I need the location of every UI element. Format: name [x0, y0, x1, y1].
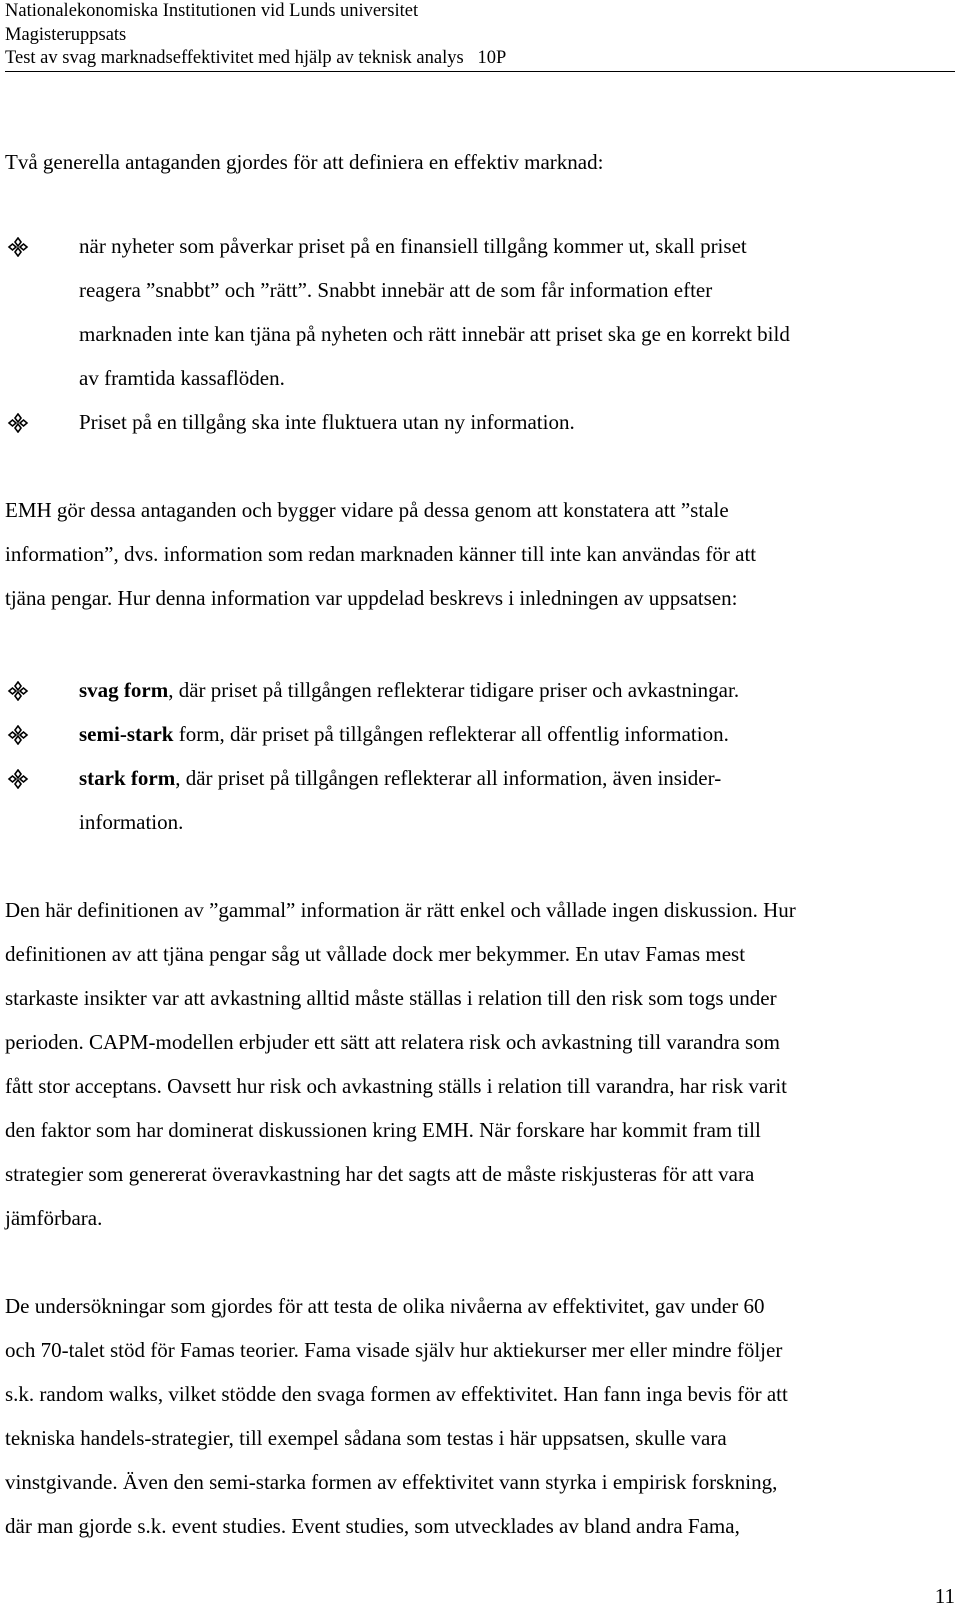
- form-line: [79, 712, 955, 756]
- header-title-line: Test av svag marknadseffektivitet med hjälp av teknisk analys 10P: [5, 48, 507, 68]
- form-line-continuation: information.: [79, 810, 184, 834]
- definition-line: den faktor som har dominerat diskussionen kring EMH. När forskare har kommit fram till: [5, 1118, 761, 1142]
- assumption-item: [5, 400, 955, 444]
- form-term: semi-stark: [79, 722, 174, 746]
- assumption-line: marknaden inte kan tjäna på nyheten och rätt innebär att priset ska ge en korrekt bild: [79, 322, 790, 346]
- studies-line: där man gjorde s.k. event studies. Event studies, som utvecklades av bland andra Fama,: [5, 1514, 740, 1538]
- assumption-line: reagera ”snabbt” och ”rätt”. Snabbt innebär att de som får information efter: [79, 278, 713, 302]
- form-description: , där priset på tillgången reflekterar all information, även insider-: [175, 766, 722, 790]
- definition-line: strategier som genererat överavkastning har det sagts att de måste riskjusteras för att vara: [5, 1162, 755, 1186]
- form-item-semi-strong: [5, 712, 955, 756]
- definition-line: starkaste insikter var att avkastning alltid måste ställas i relation till den risk som togs under: [5, 986, 777, 1010]
- definition-paragraph: [5, 888, 955, 1240]
- four-diamond-bullet-icon: [7, 725, 29, 745]
- page-number: 11: [934, 1584, 955, 1608]
- studies-line: s.k. random walks, vilket stödde den svaga formen av effektivitet. Han fann inga bevis för att: [5, 1382, 788, 1406]
- four-diamond-bullet-icon: [7, 237, 29, 257]
- four-diamond-bullet-icon: [7, 681, 29, 701]
- form-item-weak: [5, 668, 955, 712]
- emh-paragraph: [5, 488, 955, 620]
- studies-paragraph: [5, 1284, 955, 1548]
- header-doc-type: Magisteruppsats: [5, 24, 127, 45]
- form-item-strong: [5, 756, 955, 844]
- form-description: , där priset på tillgången reflekterar tidigare priser och avkastningar.: [168, 678, 740, 702]
- studies-line: De undersökningar som gjordes för att testa de olika nivåerna av effektivitet, gav under 60: [5, 1294, 765, 1318]
- emh-line: information”, dvs. information som redan marknaden känner till inte kan användas för att: [5, 542, 757, 566]
- assumption-item: [5, 224, 955, 400]
- studies-line: tekniska handels-strategier, till exempel sådana som testas i här uppsatsen, skulle vara: [5, 1426, 727, 1450]
- emh-line: tjäna pengar. Hur denna information var uppdelad beskrevs i inledningen av uppsatsen:: [5, 586, 738, 610]
- assumption-list: [5, 224, 955, 444]
- assumption-line: av framtida kassaflöden.: [79, 366, 285, 390]
- header-rule: [5, 71, 955, 72]
- page-header: [5, 0, 955, 71]
- definition-line: fått stor acceptans. Oavsett hur risk och avkastning ställs i relation till varandra, har risk varit: [5, 1074, 788, 1098]
- assumption-line: när nyheter som påverkar priset på en finansiell tillgång kommer ut, skall priset: [79, 234, 747, 258]
- form-line: [79, 756, 955, 800]
- form-term: svag form: [79, 678, 169, 702]
- four-diamond-bullet-icon: [7, 413, 29, 433]
- form-description: form, där priset på tillgången reflekterar all offentlig information.: [173, 722, 729, 746]
- studies-line: vinstgivande. Även den semi-starka formen av effektivitet vann styrka i empirisk forskning,: [5, 1470, 778, 1494]
- form-term: stark form: [79, 766, 176, 790]
- definition-line: jämförbara.: [5, 1206, 103, 1230]
- definition-line: Den här definitionen av ”gammal” information är rätt enkel och vållade ingen diskussion. Hur: [5, 898, 796, 922]
- four-diamond-bullet-icon: [7, 769, 29, 789]
- efficiency-forms-list: [5, 668, 955, 844]
- assumption-line: Priset på en tillgång ska inte fluktuera utan ny information.: [79, 410, 575, 434]
- emh-line: EMH gör dessa antaganden och bygger vidare på dessa genom att konstatera att ”stale: [5, 498, 729, 522]
- form-line: [79, 668, 955, 712]
- page-body: [5, 140, 955, 1548]
- intro-paragraph: Två generella antaganden gjordes för att definiera en effektiv marknad:: [5, 150, 604, 174]
- definition-line: definitionen av att tjäna pengar såg ut vållade dock mer bekymmer. En utav Famas mest: [5, 942, 746, 966]
- definition-line: perioden. CAPM-modellen erbjuder ett sätt att relatera risk och avkastning till varandra som: [5, 1030, 781, 1054]
- header-institution: Nationalekonomiska Institutionen vid Lunds universitet: [5, 1, 419, 21]
- studies-line: och 70-talet stöd för Famas teorier. Fama visade själv hur aktiekurser mer eller mindre följer: [5, 1338, 783, 1362]
